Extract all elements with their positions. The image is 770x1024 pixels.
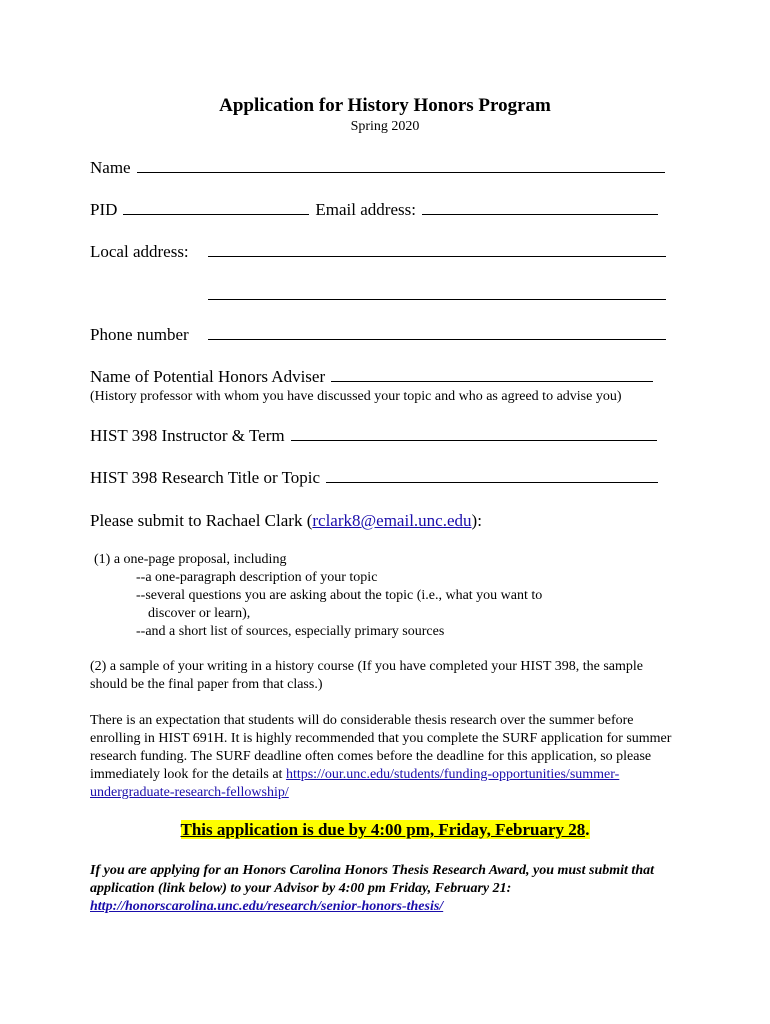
award-notice — [90, 862, 690, 916]
list-subitem-2-cont: discover or learn), — [148, 606, 251, 621]
email-field[interactable] — [422, 200, 658, 215]
expectation-paragraph — [90, 712, 682, 802]
research-field[interactable] — [326, 468, 658, 483]
adviser-field[interactable] — [331, 367, 653, 382]
list-subitem-2: --several questions you are asking about the topic (i.e., what you want to — [136, 588, 543, 603]
phone-row — [90, 325, 666, 345]
surf-link[interactable]: https://our.unc.edu/students/funding-opportunities/summer-undergraduate-research-fellowship/ — [90, 767, 620, 800]
instructor-label: HIST 398 Instructor & Term — [90, 426, 285, 445]
phone-field[interactable] — [208, 325, 666, 340]
page-subtitle: Spring 2020 — [350, 119, 420, 134]
submit-prefix: Please submit to Rachael Clark ( — [90, 511, 313, 530]
submit-suffix: ): — [471, 511, 482, 530]
adviser-row — [90, 367, 653, 387]
list-subitem-1: --a one-paragraph description of your topic — [136, 570, 378, 585]
local-address-field-2[interactable] — [208, 285, 666, 300]
deadline-notice — [0, 820, 770, 840]
local-address-row — [90, 242, 666, 262]
name-label: Name — [90, 158, 131, 177]
name-row — [90, 158, 665, 178]
local-address-field-1[interactable] — [208, 242, 666, 257]
submit-instruction — [90, 511, 482, 531]
adviser-label: Name of Potential Honors Adviser — [90, 367, 326, 386]
pid-email-row — [90, 200, 658, 220]
adviser-hint: (History professor with whom you have discussed your topic and who as agreed to advise you) — [90, 389, 622, 404]
deadline-text: This application is due by 4:00 pm, Friday, February 28 — [180, 820, 586, 839]
research-row — [90, 468, 658, 488]
research-label: HIST 398 Research Title or Topic — [90, 468, 321, 487]
phone-label: Phone number — [90, 325, 189, 344]
pid-label: PID — [90, 200, 118, 219]
award-link[interactable]: http://honorscarolina.unc.edu/research/senior-honors-thesis/ — [90, 899, 444, 914]
expectation-text: There is an expectation that students will do considerable thesis research over the summer before enrolling in HIST 691H. It is highly recommended that you complete the SURF application for summer research funding. The SURF deadline often comes before the deadline for this application, so please immediately look for the details at — [90, 713, 672, 782]
instructor-row — [90, 426, 657, 446]
name-field[interactable] — [137, 158, 665, 173]
local-address-label: Local address: — [90, 242, 189, 261]
submit-email-link[interactable]: rclark8@email.unc.edu — [312, 511, 472, 530]
award-text: If you are applying for an Honors Carolina Honors Thesis Research Award, you must submit that application (link below) to your Advisor by 4:00 pm Friday, February 21: — [90, 863, 654, 896]
pid-field[interactable] — [123, 200, 309, 215]
email-label: Email address: — [315, 200, 416, 219]
list-subitem-3: --and a short list of sources, especially primary sources — [136, 624, 445, 639]
list-item-2: (2) a sample of your writing in a history course (If you have completed your HIST 398, the sample should be the final paper from that class.) — [90, 659, 643, 692]
page-title: Application for History Honors Program — [219, 95, 551, 116]
requirements-list — [94, 551, 542, 641]
deadline-period: . — [585, 820, 590, 839]
local-address-row-2 — [202, 285, 666, 300]
list-item-1: (1) a one-page proposal, including — [94, 552, 287, 567]
instructor-field[interactable] — [291, 426, 657, 441]
